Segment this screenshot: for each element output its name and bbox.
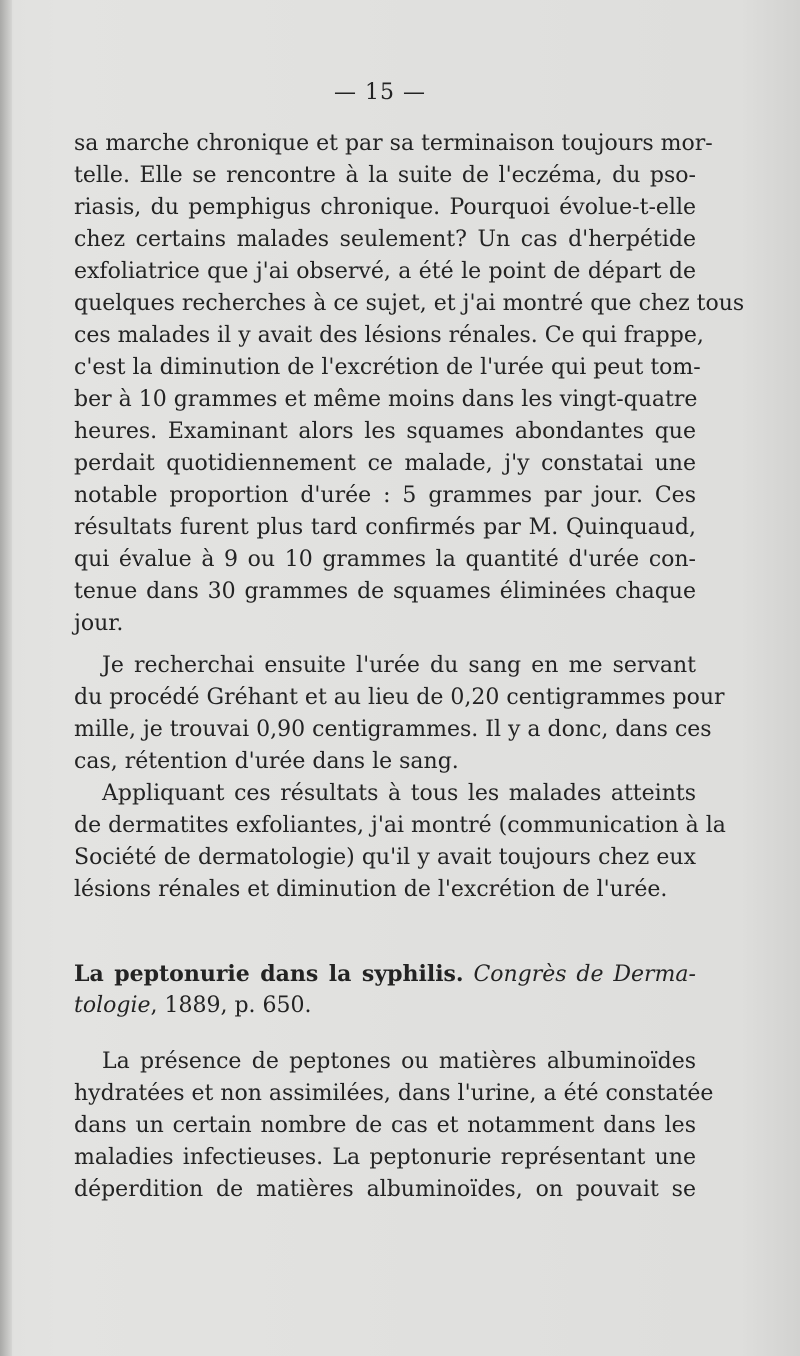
text-line: dans un certain nombre de cas et notamment dans les [74,1113,696,1138]
page-number: — 15 — [334,80,426,105]
text-line: jour. [74,611,124,636]
text-line: telle. Elle se rencontre à la suite de l'eczéma, du pso- [74,163,696,188]
heading-venue-cont: tologie [74,993,151,1018]
text-line: riasis, du pemphigus chronique. Pourquoi évolue-t-elle [74,195,696,220]
text-line: de dermatites exfoliantes, j'ai montré (communication à la [74,813,726,838]
text-line: exfoliatrice que j'ai observé, a été le point de départ de [74,259,696,284]
heading-details: , 1889, p. 650. [150,993,312,1018]
text-line: Je recherchai ensuite l'urée du sang en me servant [102,653,696,678]
text-line: du procédé Gréhant et au lieu de 0,20 centigrammes pour [74,685,725,710]
text-line: Appliquant ces résultats à tous les malades atteints [102,781,696,806]
text-line: ber à 10 grammes et même moins dans les vingt-quatre [74,387,698,412]
page-edge-shadow [0,0,12,1356]
text-line: sa marche chronique et par sa terminaison toujours mor- [74,131,713,156]
heading-line-1 [74,958,696,990]
text-line: déperdition de matières albuminoïdes, on pouvait se [74,1177,696,1202]
paragraph-4 [74,1046,714,1206]
text-line: notable proportion d'urée : 5 grammes par jour. Ces [74,483,696,508]
text-line: heures. Examinant alors les squames abondantes que [74,419,696,444]
text-line: cas, rétention d'urée dans le sang. [74,749,459,774]
text-line: qui évalue à 9 ou 10 grammes la quantité d'urée con- [74,547,696,572]
section-heading [74,958,696,1022]
text-line: La présence de peptones ou matières albuminoïdes [102,1049,696,1074]
text-line: lésions rénales et diminution de l'excrétion de l'urée. [74,877,668,902]
text-line: maladies infectieuses. La peptonurie représentant une [74,1145,696,1170]
text-line: Société de dermatologie) qu'il y avait toujours chez eux [74,845,696,870]
text-line: ces malades il y avait des lésions rénales. Ce qui frappe, [74,323,704,348]
text-line: perdait quotidiennement ce malade, j'y constatai une [74,451,696,476]
text-line: mille, je trouvai 0,90 centigrammes. Il y a donc, dans ces [74,717,712,742]
heading-venue: Congrès de Derma- [473,962,696,987]
text-line: hydratées et non assimilées, dans l'urine, a été constatée [74,1081,714,1106]
heading-line-2 [74,990,696,1022]
text-line: tenue dans 30 grammes de squames éliminées chaque [74,579,696,604]
paragraph-3 [74,778,726,906]
paragraph-2 [74,650,725,778]
text-line: chez certains malades seulement? Un cas d'herpétide [74,227,696,252]
text-line: quelques recherches à ce sujet, et j'ai montré que chez tous [74,291,745,316]
paragraph-1 [74,128,745,640]
text-line: résultats furent plus tard confirmés par M. Quinquaud, [74,515,696,540]
heading-title: La peptonurie dans la syphilis. [74,961,464,987]
text-line: c'est la diminution de l'excrétion de l'urée qui peut tom- [74,355,701,380]
